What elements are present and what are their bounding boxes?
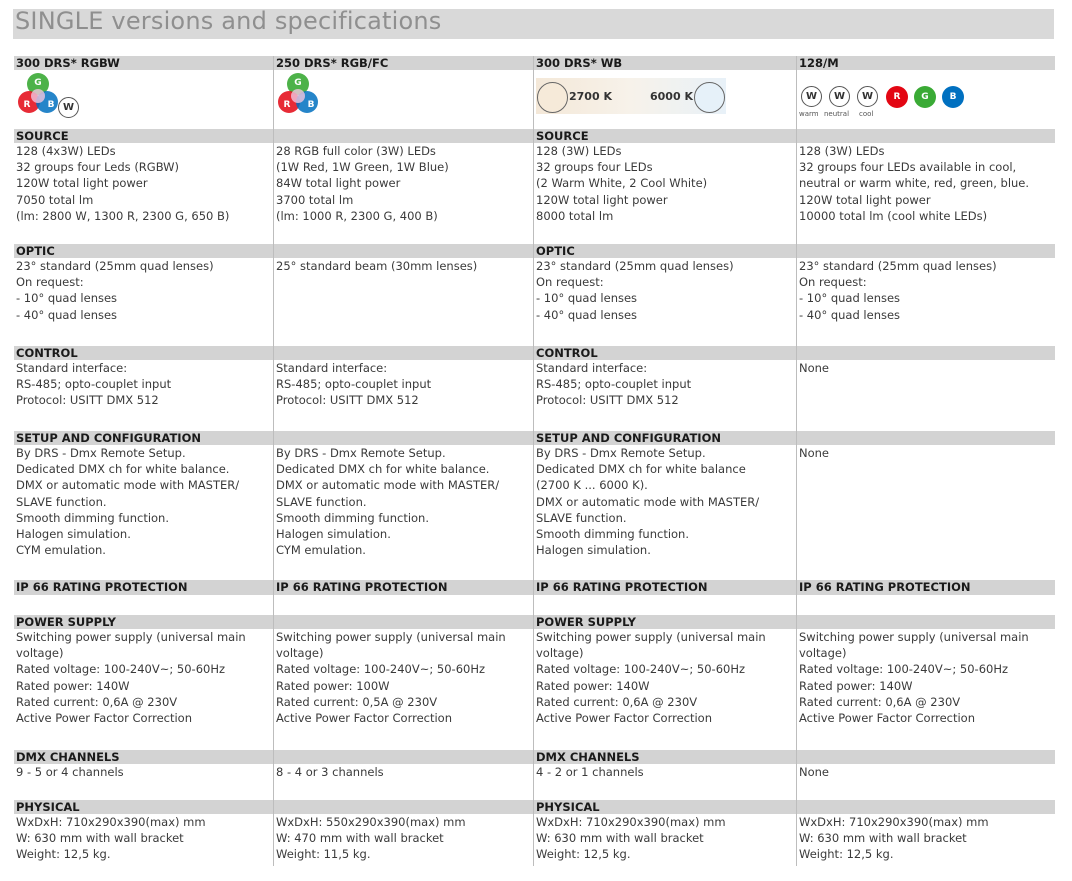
page-title: SINGLE versions and specifications: [15, 7, 442, 35]
control-header: [797, 346, 1055, 360]
power-text: Switching power supply (universal main voltage) Rated voltage: 100-240V~; 50-60Hz Rated power: 140W Rated current: 0,6A @ 230V Active Power Factor Correction: [16, 630, 246, 726]
dmx-header: DMX CHANNELS: [534, 750, 796, 764]
setup-text: By DRS - Dmx Remote Setup. Dedicated DMX ch for white balance (2700 K ... 6000 K). DMX or automatic mode with MASTER/ SLAVE function. Smooth dimming function. Halogen simulation.: [536, 446, 760, 558]
ip-rating-header: IP 66 RATING PROTECTION: [274, 580, 533, 595]
optic-header: OPTIC: [14, 244, 273, 258]
red-label: R: [283, 100, 291, 110]
control-header: CONTROL: [14, 346, 273, 360]
ip-rating-header: IP 66 RATING PROTECTION: [14, 580, 273, 595]
column-128-m: [797, 56, 1055, 866]
control-header: [274, 346, 533, 360]
dmx-header: [797, 750, 1055, 764]
white-led-badge: W: [58, 97, 79, 118]
power-header: POWER SUPPLY: [534, 615, 796, 629]
red-led-badge: R: [886, 86, 908, 108]
physical-header: PHYSICAL: [534, 800, 796, 814]
warm-label: warm: [799, 110, 819, 118]
setup-text: By DRS - Dmx Remote Setup. Dedicated DMX ch for white balance. DMX or automatic mode with MASTER/ SLAVE function. Smooth dimming function. Halogen simulation. CYM emulation.: [16, 446, 240, 558]
green-label: G: [34, 78, 42, 88]
power-header: POWER SUPPLY: [14, 615, 273, 629]
optic-header: [797, 244, 1055, 258]
power-text: Switching power supply (universal main voltage) Rated voltage: 100-240V~; 50-60Hz Rated power: 140W Rated current: 0,6A @ 230V Active Power Factor Correction: [536, 630, 766, 726]
rgb-venn-icon: [274, 70, 334, 128]
source-header: SOURCE: [534, 129, 796, 143]
setup-header: [274, 431, 533, 445]
source-text: 128 (3W) LEDs 32 groups four LEDs available in cool, neutral or warm white, red, green, blue. 120W total light power 10000 total lm (cool white LEDs): [799, 144, 1030, 223]
model-name: 128/M: [797, 56, 1055, 70]
control-text: Standard interface: RS-485; opto-couplet input Protocol: USITT DMX 512: [16, 361, 172, 408]
blue-label: B: [47, 100, 55, 110]
led-options-icons: [797, 70, 1055, 128]
dmx-text: 9 - 5 or 4 channels: [16, 765, 124, 779]
optic-text: 23° standard (25mm quad lenses) On request: - 10° quad lenses - 40° quad lenses: [536, 259, 734, 322]
source-header: SOURCE: [14, 129, 273, 143]
dmx-header: [274, 750, 533, 764]
ip-rating-header: IP 66 RATING PROTECTION: [534, 580, 796, 595]
column-300-drs-wb: [534, 56, 796, 866]
cool-white-circle-icon: [694, 82, 725, 113]
dmx-text: 4 - 2 or 1 channels: [536, 765, 644, 779]
control-text: None: [799, 361, 830, 375]
setup-header: SETUP AND CONFIGURATION: [534, 431, 796, 445]
column-250-drs-rgb-fc: [274, 56, 533, 866]
optic-text: 25° standard beam (30mm lenses): [276, 259, 478, 273]
rgb-color-icon: [274, 70, 533, 128]
dmx-text: None: [799, 765, 830, 779]
warm-white-badge: W: [801, 86, 822, 107]
source-text: 128 (4x3W) LEDs 32 groups four Leds (RGBW) 120W total light power 7050 total lm (lm: 2800 W, 1300 R, 2300 G, 650 B): [16, 144, 230, 223]
setup-header: SETUP AND CONFIGURATION: [14, 431, 273, 445]
red-label: R: [23, 100, 31, 110]
control-text: Standard interface: RS-485; opto-couplet input Protocol: USITT DMX 512: [276, 361, 432, 408]
blue-label: B: [307, 100, 315, 110]
physical-header: PHYSICAL: [14, 800, 273, 814]
setup-text: By DRS - Dmx Remote Setup. Dedicated DMX ch for white balance. DMX or automatic mode with MASTER/ SLAVE function. Smooth dimming function. Halogen simulation. CYM emulation.: [276, 446, 500, 558]
warm-white-circle-icon: [537, 82, 568, 113]
cool-label: cool: [859, 110, 874, 118]
power-header: [274, 615, 533, 629]
dmx-text: 8 - 4 or 3 channels: [276, 765, 384, 779]
neutral-white-badge: W: [829, 86, 850, 107]
green-label: G: [294, 78, 302, 88]
source-header: [274, 129, 533, 143]
optic-header: OPTIC: [534, 244, 796, 258]
column-300-drs-rgbw: [14, 56, 273, 866]
optic-text: 23° standard (25mm quad lenses) On request: - 10° quad lenses - 40° quad lenses: [799, 259, 997, 322]
power-header: [797, 615, 1055, 629]
physical-text: WxDxH: 710x290x390(max) mm W: 630 mm with wall bracket Weight: 12,5 kg.: [799, 815, 989, 862]
physical-header: [274, 800, 533, 814]
model-name: 300 DRS* WB: [534, 56, 796, 70]
neutral-label: neutral: [824, 110, 850, 118]
setup-text: None: [799, 446, 830, 460]
optic-header: [274, 244, 533, 258]
physical-text: WxDxH: 710x290x390(max) mm W: 630 mm with wall bracket Weight: 12,5 kg.: [536, 815, 726, 862]
control-text: Standard interface: RS-485; opto-couplet input Protocol: USITT DMX 512: [536, 361, 692, 408]
model-name: 300 DRS* RGBW: [14, 56, 273, 70]
physical-text: WxDxH: 710x290x390(max) mm W: 630 mm with wall bracket Weight: 12,5 kg.: [16, 815, 206, 862]
cool-temperature-label: 6000 K: [650, 90, 693, 103]
white-balance-icon: [534, 70, 796, 128]
rgb-venn-icon: [14, 70, 94, 128]
ip-rating-header: IP 66 RATING PROTECTION: [797, 580, 1055, 595]
optic-text: 23° standard (25mm quad lenses) On request: - 10° quad lenses - 40° quad lenses: [16, 259, 214, 322]
physical-text: WxDxH: 550x290x390(max) mm W: 470 mm with wall bracket Weight: 11,5 kg.: [276, 815, 466, 862]
control-header: CONTROL: [534, 346, 796, 360]
model-name: 250 DRS* RGB/FC: [274, 56, 533, 70]
power-text: Switching power supply (universal main voltage) Rated voltage: 100-240V~; 50-60Hz Rated power: 100W Rated current: 0,5A @ 230V Active Power Factor Correction: [276, 630, 506, 726]
source-text: 128 (3W) LEDs 32 groups four LEDs (2 Warm White, 2 Cool White) 120W total light power 8000 total lm: [536, 144, 708, 223]
green-led-badge: G: [914, 86, 936, 108]
blue-led-badge: B: [942, 86, 964, 108]
power-text: Switching power supply (universal main voltage) Rated voltage: 100-240V~; 50-60Hz Rated power: 140W Rated current: 0,6A @ 230V Active Power Factor Correction: [799, 630, 1029, 726]
source-header: [797, 129, 1055, 143]
page-title-bar: [13, 9, 1054, 39]
dmx-header: DMX CHANNELS: [14, 750, 273, 764]
warm-temperature-label: 2700 K: [569, 90, 612, 103]
physical-header: [797, 800, 1055, 814]
cool-white-badge: W: [857, 86, 878, 107]
source-text: 28 RGB full color (3W) LEDs (1W Red, 1W Green, 1W Blue) 84W total light power 3700 total lm (lm: 1000 R, 2300 G, 400 B): [276, 144, 449, 223]
rgbw-color-icon: [14, 70, 273, 128]
setup-header: [797, 431, 1055, 445]
